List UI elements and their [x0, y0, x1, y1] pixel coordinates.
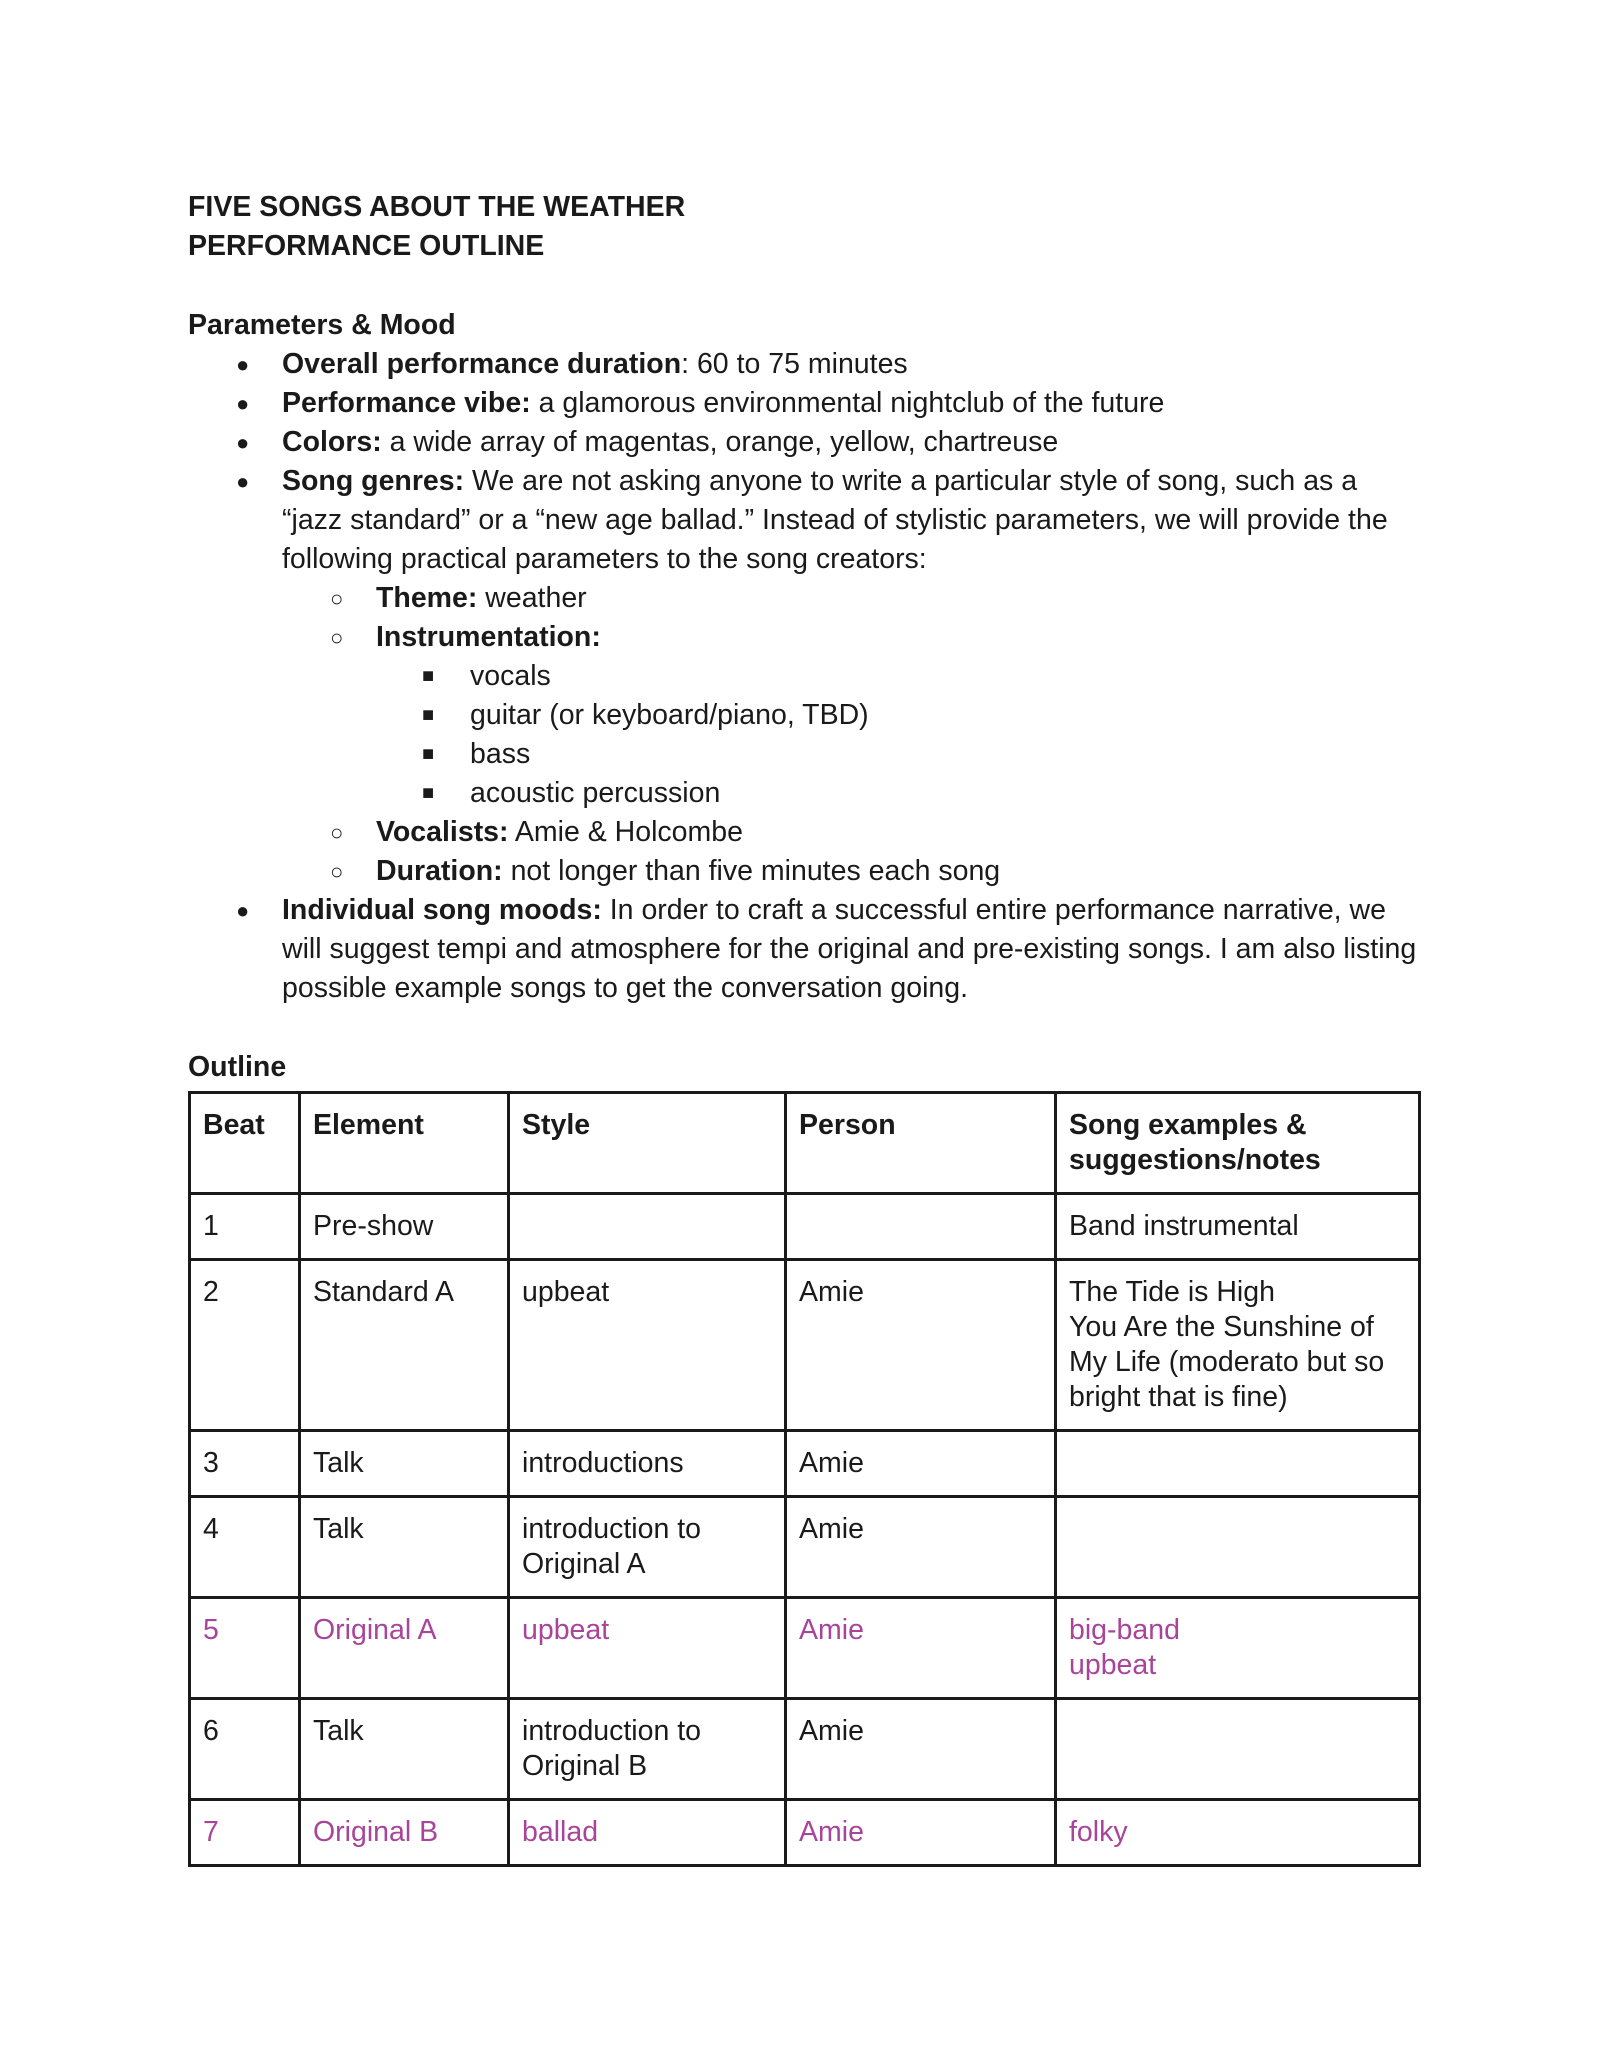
param-song-duration: ○ Duration: not longer than five minutes each song	[282, 852, 1418, 891]
genres-sublist	[188, 579, 1418, 891]
style-cell: upbeat	[509, 1598, 786, 1699]
document-page	[188, 188, 1418, 1867]
header-person: Person	[786, 1093, 1056, 1194]
person-cell: Amie	[786, 1699, 1056, 1800]
style-cell: introduction to Original B	[509, 1699, 786, 1800]
style-cell: introductions	[509, 1431, 786, 1497]
person-cell: Amie	[786, 1431, 1056, 1497]
table-row	[190, 1260, 1420, 1431]
instrumentation-list	[376, 657, 1418, 813]
element-cell: Standard A	[300, 1260, 509, 1431]
notes-cell	[1056, 1598, 1420, 1699]
table-header-row	[190, 1093, 1420, 1194]
style-cell	[509, 1194, 786, 1260]
outline-heading: Outline	[188, 1051, 287, 1083]
document-title-line-1: FIVE SONGS ABOUT THE WEATHER	[188, 191, 686, 223]
param-genres: ● Song genres: We are not asking anyone to write a particular style of song, such as a “jazz standard” or a “new age ballad.” Instead of stylistic parameters, we will provide the following practical parameters to the song creators: ○ Theme: weather ○ Instrumentation: ■ vocals ■ guitar (or keyboard/piano, TBD) ■ bass ■ acoustic percussion ○ Vocalists: Amie & Holcombe ○ Duration: not longer than five minutes each song	[188, 462, 1418, 891]
header-style: Style	[509, 1093, 786, 1194]
param-theme: ○ Theme: weather	[282, 579, 1418, 618]
table-row	[190, 1699, 1420, 1800]
element-cell: Original B	[300, 1800, 509, 1866]
parameters-list	[188, 345, 1418, 1008]
parameters-heading: Parameters & Mood	[188, 309, 456, 341]
table-row	[190, 1497, 1420, 1598]
param-vibe: ● Performance vibe: a glamorous environmental nightclub of the future	[188, 384, 1418, 423]
header-element: Element	[300, 1093, 509, 1194]
style-cell: ballad	[509, 1800, 786, 1866]
person-cell: Amie	[786, 1497, 1056, 1598]
param-duration: ● Overall performance duration: 60 to 75 minutes	[188, 345, 1418, 384]
beat-cell: 3	[190, 1431, 300, 1497]
param-instrumentation: ○ Instrumentation: ■ vocals ■ guitar (or keyboard/piano, TBD) ■ bass ■ acoustic percussion	[282, 618, 1418, 813]
note-line: Band instrumental	[1069, 1210, 1299, 1242]
notes-cell	[1056, 1260, 1420, 1431]
instrument-item: ■ acoustic percussion	[376, 774, 1418, 813]
instrument-item: ■ vocals	[376, 657, 1418, 696]
notes-cell	[1056, 1497, 1420, 1598]
beat-cell: 2	[190, 1260, 300, 1431]
param-colors: ● Colors: a wide array of magentas, orange, yellow, chartreuse	[188, 423, 1418, 462]
beat-cell: 6	[190, 1699, 300, 1800]
header-notes: Song examples & suggestions/notes	[1056, 1093, 1420, 1194]
note-line: upbeat	[1069, 1649, 1157, 1681]
param-vocalists: ○ Vocalists: Amie & Holcombe	[282, 813, 1418, 852]
outline-table	[188, 1091, 1421, 1867]
element-cell: Talk	[300, 1497, 509, 1598]
style-cell: upbeat	[509, 1260, 786, 1431]
element-cell: Talk	[300, 1431, 509, 1497]
note-line: folky	[1069, 1816, 1128, 1848]
header-beat: Beat	[190, 1093, 300, 1194]
person-cell	[786, 1194, 1056, 1260]
table-row	[190, 1194, 1420, 1260]
element-cell: Talk	[300, 1699, 509, 1800]
notes-cell	[1056, 1800, 1420, 1866]
instrument-item: ■ guitar (or keyboard/piano, TBD)	[376, 696, 1418, 735]
table-body	[190, 1194, 1420, 1866]
note-line: big-band	[1069, 1614, 1180, 1646]
style-cell: introduction to Original A	[509, 1497, 786, 1598]
element-cell: Pre-show	[300, 1194, 509, 1260]
document-title-line-2: PERFORMANCE OUTLINE	[188, 230, 545, 262]
beat-cell: 7	[190, 1800, 300, 1866]
note-line: You Are the Sunshine of My Life (moderato but so bright that is fine)	[1069, 1311, 1385, 1413]
beat-cell: 1	[190, 1194, 300, 1260]
instrument-item: ■ bass	[376, 735, 1418, 774]
notes-cell	[1056, 1431, 1420, 1497]
table-row	[190, 1431, 1420, 1497]
notes-cell	[1056, 1699, 1420, 1800]
element-cell: Original A	[300, 1598, 509, 1699]
person-cell: Amie	[786, 1800, 1056, 1866]
beat-cell: 4	[190, 1497, 300, 1598]
table-row	[190, 1800, 1420, 1866]
person-cell: Amie	[786, 1260, 1056, 1431]
param-moods: ● Individual song moods: In order to craft a successful entire performance narrative, we will suggest tempi and atmosphere for the original and pre-existing songs. I am also listing possible example songs to get the conversation going.	[188, 891, 1418, 1008]
beat-cell: 5	[190, 1598, 300, 1699]
notes-cell	[1056, 1194, 1420, 1260]
person-cell: Amie	[786, 1598, 1056, 1699]
note-line: The Tide is High	[1069, 1276, 1275, 1308]
table-row	[190, 1598, 1420, 1699]
